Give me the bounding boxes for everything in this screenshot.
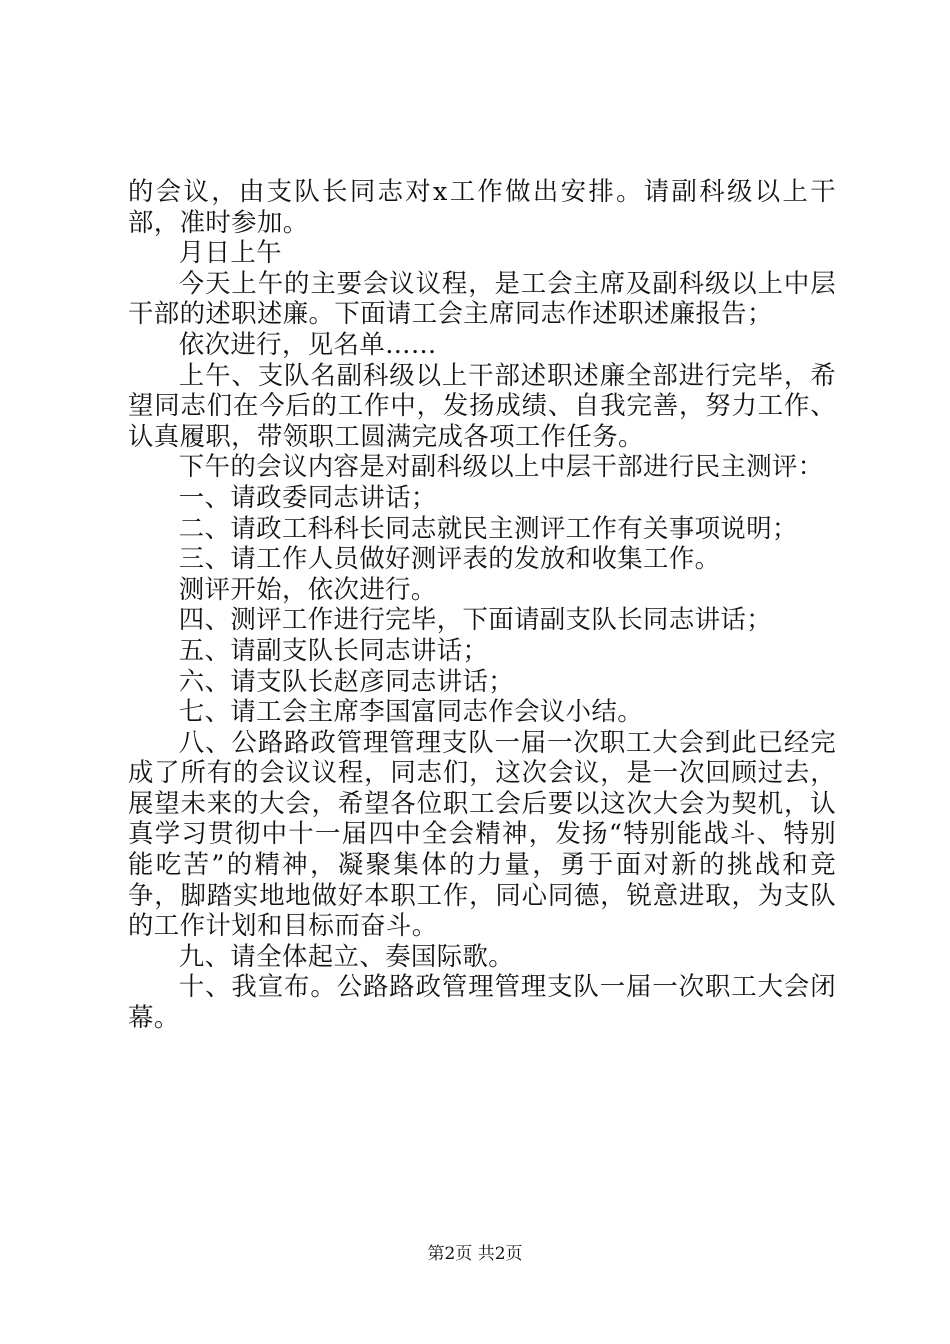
paragraph-evaluation-start: 测评开始，依次进行。 <box>178 573 437 604</box>
paragraph-item-8: 八、公路路政管理管理支队一届一次职工大会到此已经完成了所有的会议议程，同志们，这次会议，是一次回顾过去，展望未来的大会，希望各位职工会后要以这次大会为契机，认真学习贯彻中十一届四中全会精神，发扬“特别能战斗、特别能吃苦”的精神，凝聚集体的力量，勇于面对新的挑战和竞争，脚踏实地地做好本职工作，同心同德，锐意进取，为支队的工作计划和目标而奋斗。 <box>128 726 836 941</box>
paragraph-item-2: 二、请政工科科长同志就民主测评工作有关事项说明； <box>178 512 798 543</box>
paragraph-item-6: 六、请支队长赵彦同志讲话； <box>178 665 515 696</box>
paragraph-item-9: 九、请全体起立、奏国际歌。 <box>178 940 515 971</box>
paragraph-item-10: 十、我宣布。公路路政管理管理支队一届一次职工大会闭幕。 <box>128 971 836 1033</box>
paragraph-item-3: 三、请工作人员做好测评表的发放和收集工作。 <box>178 543 721 574</box>
document-body <box>128 176 836 1033</box>
paragraph-date: 月日上午 <box>178 237 282 268</box>
paragraph-sequence: 依次进行，见名单…… <box>178 328 437 359</box>
paragraph-item-1: 一、请政委同志讲话； <box>178 481 437 512</box>
paragraph-item-4: 四、测评工作进行完毕，下面请副支队长同志讲话； <box>178 604 772 635</box>
paragraph-item-7: 七、请工会主席李国富同志作会议小结。 <box>178 696 644 727</box>
page-footer: 第2页 共2页 <box>427 1244 523 1264</box>
paragraph-agenda-intro: 今天上午的主要会议议程，是工会主席及副科级以上中层干部的述职述廉。下面请工会主席同志作述职述廉报告； <box>128 267 836 329</box>
paragraph-afternoon-intro: 下午的会议内容是对副科级以上中层干部进行民主测评： <box>178 451 824 482</box>
paragraph-morning-summary: 上午、支队名副科级以上干部述职述廉全部进行完毕，希望同志们在今后的工作中，发扬成绩、自我完善，努力工作、认真履职，带领职工圆满完成各项工作任务。 <box>128 359 836 451</box>
paragraph-continuation: 的会议，由支队长同志对x工作做出安排。请副科级以上干部，准时参加。 <box>128 176 836 237</box>
paragraph-item-5: 五、请副支队长同志讲话； <box>178 634 489 665</box>
